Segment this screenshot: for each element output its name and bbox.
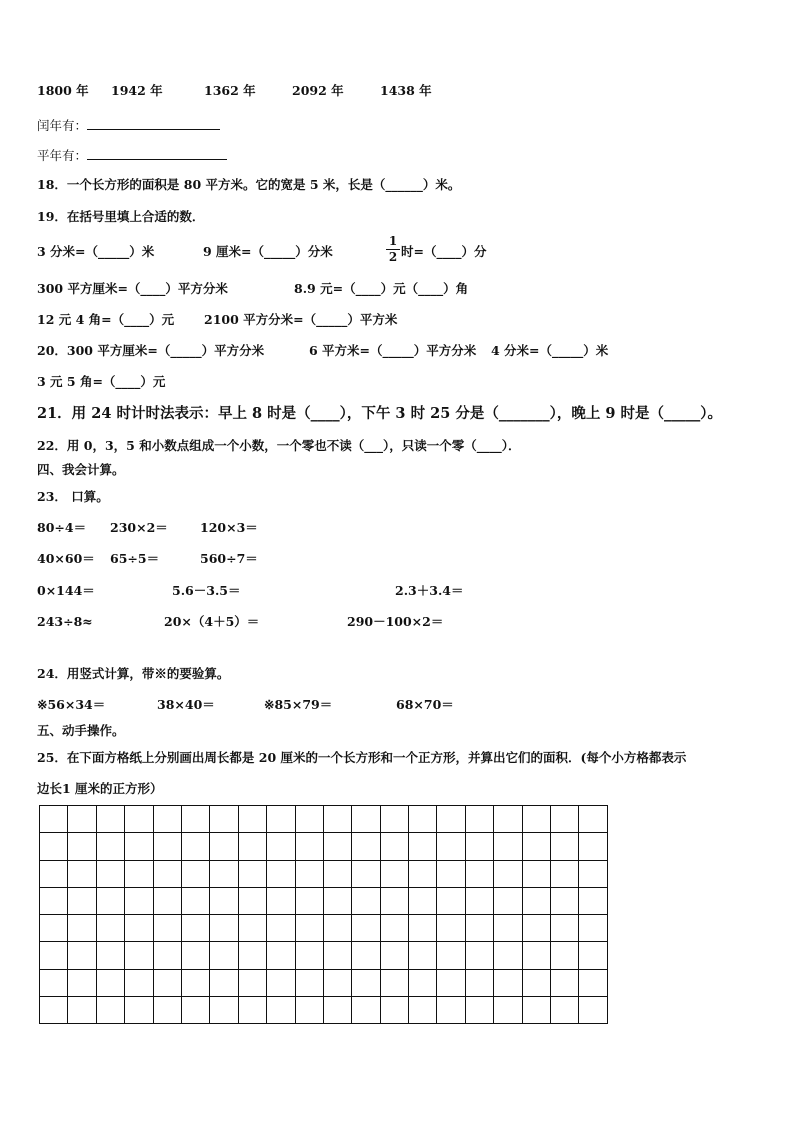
grid-row xyxy=(40,806,608,833)
grid-row xyxy=(40,969,608,996)
grid-cell[interactable] xyxy=(437,915,465,942)
q20-item: 6 平方米=（_____）平方分米 xyxy=(309,343,477,358)
grid-cell[interactable] xyxy=(380,806,408,833)
q19-item: 300 平方厘米=（____）平方分米 xyxy=(37,281,228,296)
mental-calc-item: 0×144＝ xyxy=(37,583,95,598)
year-item: 1800 年 xyxy=(37,83,89,98)
grid-cell[interactable] xyxy=(522,942,550,969)
grid-cell[interactable] xyxy=(352,860,380,887)
grid-cell[interactable] xyxy=(409,942,437,969)
grid-cell[interactable] xyxy=(409,806,437,833)
grid-cell[interactable] xyxy=(96,806,124,833)
common-years-label: 平年有： xyxy=(37,148,88,163)
grid-cell[interactable] xyxy=(437,969,465,996)
grid-cell[interactable] xyxy=(68,833,96,860)
grid-cell[interactable] xyxy=(352,887,380,914)
grid-cell[interactable] xyxy=(210,942,238,969)
year-item: 1942 年 xyxy=(111,83,163,98)
fraction-denominator: 2 xyxy=(388,250,398,264)
grid-cell[interactable] xyxy=(153,887,181,914)
grid-cell[interactable] xyxy=(409,969,437,996)
grid-cell[interactable] xyxy=(238,997,266,1024)
grid-cell[interactable] xyxy=(409,887,437,914)
grid-cell[interactable] xyxy=(409,915,437,942)
grid-row xyxy=(40,860,608,887)
question-24-title: 24．用竖式计算，带※的要验算。 xyxy=(37,666,230,681)
grid-cell[interactable] xyxy=(352,806,380,833)
grid-cell[interactable] xyxy=(125,833,153,860)
grid-cell[interactable] xyxy=(96,887,124,914)
grid-cell[interactable] xyxy=(210,915,238,942)
grid-cell[interactable] xyxy=(181,887,209,914)
question-25-line-1: 25．在下面方格纸上分别画出周长都是 20 厘米的一个长方形和一个正方形，并算出它们的面积．(每个小方格都表示 xyxy=(37,750,687,765)
grid-cell[interactable] xyxy=(551,942,579,969)
grid-cell[interactable] xyxy=(40,942,68,969)
year-item: 2092 年 xyxy=(292,83,344,98)
grid-cell[interactable] xyxy=(579,915,607,942)
grid-cell[interactable] xyxy=(465,833,493,860)
mental-calc-item: 290－100×2＝ xyxy=(347,614,444,629)
grid-cell[interactable] xyxy=(551,806,579,833)
fraction-one-half xyxy=(386,235,400,264)
q19-item: 时=（____）分 xyxy=(401,244,487,259)
grid-cell[interactable] xyxy=(267,969,295,996)
grid-cell[interactable] xyxy=(522,915,550,942)
grid-cell[interactable] xyxy=(181,806,209,833)
mental-calc-item: 230×2＝ xyxy=(110,520,168,535)
grid-cell[interactable] xyxy=(579,806,607,833)
question-18: 18．一个长方形的面积是 80 平方米。它的宽是 5 米，长是（______）米。 xyxy=(37,177,461,192)
mental-calc-item: 80÷4＝ xyxy=(37,520,87,535)
grid-cell[interactable] xyxy=(68,942,96,969)
q19-item: 8.9 元=（____）元（____）角 xyxy=(294,281,469,296)
grid-cell[interactable] xyxy=(551,915,579,942)
q20-item: 4 分米=（_____）米 xyxy=(491,343,609,358)
grid-cell[interactable] xyxy=(551,887,579,914)
grid-cell[interactable] xyxy=(238,860,266,887)
question-21: 21．用 24 时计时法表示：早上 8 时是（____），下午 3 时 25 分是（_______），晚上 9 时是（_____）。 xyxy=(37,405,723,422)
mental-calc-item: 560÷7＝ xyxy=(200,551,258,566)
grid-cell[interactable] xyxy=(323,833,351,860)
grid-cell[interactable] xyxy=(238,942,266,969)
year-item: 1438 年 xyxy=(380,83,432,98)
grid-row xyxy=(40,887,608,914)
grid-cell[interactable] xyxy=(68,969,96,996)
grid-cell[interactable] xyxy=(267,860,295,887)
grid-cell[interactable] xyxy=(96,915,124,942)
grid-cell[interactable] xyxy=(153,969,181,996)
grid-cell[interactable] xyxy=(267,887,295,914)
grid-cell[interactable] xyxy=(579,942,607,969)
grid-cell[interactable] xyxy=(465,915,493,942)
grid-cell[interactable] xyxy=(68,806,96,833)
grid-cell[interactable] xyxy=(352,969,380,996)
grid-cell[interactable] xyxy=(68,997,96,1024)
grid-cell[interactable] xyxy=(295,806,323,833)
grid-cell[interactable] xyxy=(210,860,238,887)
grid-cell[interactable] xyxy=(295,915,323,942)
grid-cell[interactable] xyxy=(181,833,209,860)
grid-cell[interactable] xyxy=(96,942,124,969)
grid-cell[interactable] xyxy=(465,969,493,996)
grid-cell[interactable] xyxy=(409,860,437,887)
grid-cell[interactable] xyxy=(522,997,550,1024)
vertical-calc-item: ※56×34＝ xyxy=(37,697,106,712)
grid-row xyxy=(40,833,608,860)
grid-cell[interactable] xyxy=(210,997,238,1024)
grid-cell[interactable] xyxy=(210,806,238,833)
grid-cell[interactable] xyxy=(380,942,408,969)
grid-cell[interactable] xyxy=(295,887,323,914)
grid-cell[interactable] xyxy=(409,997,437,1024)
grid-cell[interactable] xyxy=(494,887,522,914)
grid-cell[interactable] xyxy=(579,969,607,996)
grid-cell[interactable] xyxy=(40,997,68,1024)
grid-row xyxy=(40,942,608,969)
question-20-row-2: 3 元 5 角=（____）元 xyxy=(37,374,166,389)
grid-cell[interactable] xyxy=(380,860,408,887)
grid-cell[interactable] xyxy=(40,806,68,833)
grid-cell[interactable] xyxy=(494,806,522,833)
grid-cell[interactable] xyxy=(40,915,68,942)
grid-cell[interactable] xyxy=(465,942,493,969)
grid-cell[interactable] xyxy=(323,806,351,833)
grid-cell[interactable] xyxy=(210,833,238,860)
grid-cell[interactable] xyxy=(437,833,465,860)
grid-cell[interactable] xyxy=(522,969,550,996)
grid-cell[interactable] xyxy=(125,969,153,996)
section-5-heading: 五、动手操作。 xyxy=(37,723,125,738)
grid-cell[interactable] xyxy=(323,887,351,914)
grid-cell[interactable] xyxy=(125,942,153,969)
grid-cell[interactable] xyxy=(437,887,465,914)
grid-cell[interactable] xyxy=(465,997,493,1024)
leap-years-label: 闰年有： xyxy=(37,118,88,133)
grid-cell[interactable] xyxy=(153,806,181,833)
grid-cell[interactable] xyxy=(295,833,323,860)
grid-cell[interactable] xyxy=(238,915,266,942)
grid-cell[interactable] xyxy=(153,915,181,942)
grid-cell[interactable] xyxy=(153,833,181,860)
grid-cell[interactable] xyxy=(409,833,437,860)
mental-calc-item: 65÷5＝ xyxy=(110,551,160,566)
grid-cell[interactable] xyxy=(380,997,408,1024)
mental-calc-item: 40×60＝ xyxy=(37,551,95,566)
grid-cell[interactable] xyxy=(551,833,579,860)
grid-cell[interactable] xyxy=(380,969,408,996)
grid-cell[interactable] xyxy=(437,860,465,887)
grid-cell[interactable] xyxy=(181,915,209,942)
grid-cell[interactable] xyxy=(437,942,465,969)
grid-cell[interactable] xyxy=(437,997,465,1024)
grid-cell[interactable] xyxy=(522,833,550,860)
grid-cell[interactable] xyxy=(522,860,550,887)
grid-cell[interactable] xyxy=(494,942,522,969)
grid-cell[interactable] xyxy=(551,969,579,996)
leap-years-line xyxy=(37,117,220,134)
grid-cell[interactable] xyxy=(238,806,266,833)
grid-cell[interactable] xyxy=(153,997,181,1024)
grid-cell[interactable] xyxy=(181,997,209,1024)
grid-cell[interactable] xyxy=(40,969,68,996)
grid-table[interactable] xyxy=(39,805,608,1024)
mental-calc-item: 243÷8≈ xyxy=(37,614,93,629)
grid-cell[interactable] xyxy=(494,969,522,996)
grid-cell[interactable] xyxy=(96,997,124,1024)
fraction-numerator: 1 xyxy=(388,234,398,248)
question-22: 22．用 0，3，5 和小数点组成一个小数，一个零也不读（___），只读一个零（____）． xyxy=(37,438,521,453)
question-19-title: 19．在括号里填上合适的数． xyxy=(37,209,205,224)
grid-cell[interactable] xyxy=(494,833,522,860)
grid-cell[interactable] xyxy=(465,860,493,887)
grid-cell[interactable] xyxy=(323,915,351,942)
grid-cell[interactable] xyxy=(551,860,579,887)
grid-cell[interactable] xyxy=(153,942,181,969)
q20-item: 20．300 平方厘米=（_____）平方分米 xyxy=(37,343,265,358)
grid-row xyxy=(40,997,608,1024)
grid-cell[interactable] xyxy=(238,969,266,996)
grid-cell[interactable] xyxy=(352,833,380,860)
grid-cell[interactable] xyxy=(323,860,351,887)
grid-cell[interactable] xyxy=(380,915,408,942)
grid-cell[interactable] xyxy=(494,860,522,887)
common-years-line xyxy=(37,147,227,164)
question-25-line-2: 边长1 厘米的正方形） xyxy=(37,781,163,796)
grid-cell[interactable] xyxy=(380,833,408,860)
grid-cell[interactable] xyxy=(352,915,380,942)
grid-cell[interactable] xyxy=(494,997,522,1024)
grid-cell[interactable] xyxy=(125,915,153,942)
grid-cell[interactable] xyxy=(522,806,550,833)
q19-item: 2100 平方分米=（_____）平方米 xyxy=(204,312,398,327)
grid-cell[interactable] xyxy=(323,969,351,996)
grid-cell[interactable] xyxy=(267,997,295,1024)
grid-cell[interactable] xyxy=(295,969,323,996)
grid-cell[interactable] xyxy=(96,969,124,996)
grid-cell[interactable] xyxy=(380,887,408,914)
grid-cell[interactable] xyxy=(125,860,153,887)
grid-cell[interactable] xyxy=(181,942,209,969)
grid-cell[interactable] xyxy=(465,887,493,914)
grid-cell[interactable] xyxy=(267,915,295,942)
grid-cell[interactable] xyxy=(267,806,295,833)
grid-cell[interactable] xyxy=(40,860,68,887)
grid-cell[interactable] xyxy=(181,969,209,996)
grid-cell[interactable] xyxy=(153,860,181,887)
grid-cell[interactable] xyxy=(437,806,465,833)
grid-cell[interactable] xyxy=(465,806,493,833)
grid-cell[interactable] xyxy=(579,887,607,914)
grid-cell[interactable] xyxy=(210,887,238,914)
grid-cell[interactable] xyxy=(68,887,96,914)
grid-cell[interactable] xyxy=(579,860,607,887)
leap-years-answer-blank[interactable] xyxy=(87,117,220,130)
year-item: 1362 年 xyxy=(204,83,256,98)
grid-cell[interactable] xyxy=(96,833,124,860)
grid-cell[interactable] xyxy=(125,806,153,833)
grid-cell[interactable] xyxy=(267,942,295,969)
grid-cell[interactable] xyxy=(579,833,607,860)
grid-cell[interactable] xyxy=(352,942,380,969)
mental-calc-item: 2.3＋3.4＝ xyxy=(395,583,464,598)
grid-cell[interactable] xyxy=(494,915,522,942)
grid-cell[interactable] xyxy=(238,887,266,914)
grid-cell[interactable] xyxy=(181,860,209,887)
grid-cell[interactable] xyxy=(522,887,550,914)
mental-calc-item: 20×（4＋5）＝ xyxy=(164,614,260,629)
question-23-title: 23． 口算。 xyxy=(37,489,109,504)
q19-item: 12 元 4 角=（____）元 xyxy=(37,312,175,327)
grid-cell[interactable] xyxy=(125,997,153,1024)
mental-calc-item: 120×3＝ xyxy=(200,520,258,535)
grid-cell[interactable] xyxy=(551,997,579,1024)
vertical-calc-item: 68×70＝ xyxy=(396,697,454,712)
common-years-answer-blank[interactable] xyxy=(87,147,227,160)
grid-row xyxy=(40,915,608,942)
grid-cell[interactable] xyxy=(68,915,96,942)
grid-cell[interactable] xyxy=(40,887,68,914)
grid-cell[interactable] xyxy=(352,997,380,1024)
grid-cell[interactable] xyxy=(210,969,238,996)
mental-calc-item: 5.6－3.5＝ xyxy=(172,583,241,598)
grid-cell[interactable] xyxy=(295,942,323,969)
grid-cell[interactable] xyxy=(323,997,351,1024)
grid-cell[interactable] xyxy=(295,860,323,887)
section-4-heading: 四、我会计算。 xyxy=(37,462,125,477)
grid-cell[interactable] xyxy=(323,942,351,969)
q19-item: 3 分米=（_____）米 xyxy=(37,244,155,259)
grid-cell[interactable] xyxy=(96,860,124,887)
grid-cell[interactable] xyxy=(267,833,295,860)
vertical-calc-item: ※85×79＝ xyxy=(264,697,333,712)
q19-item: 9 厘米=（_____）分米 xyxy=(203,244,333,259)
grid-cell[interactable] xyxy=(579,997,607,1024)
grid-cell[interactable] xyxy=(295,997,323,1024)
grid-cell[interactable] xyxy=(238,833,266,860)
graph-paper-grid[interactable] xyxy=(39,805,608,1024)
vertical-calc-item: 38×40＝ xyxy=(157,697,215,712)
grid-cell[interactable] xyxy=(40,833,68,860)
grid-cell[interactable] xyxy=(68,860,96,887)
grid-cell[interactable] xyxy=(125,887,153,914)
